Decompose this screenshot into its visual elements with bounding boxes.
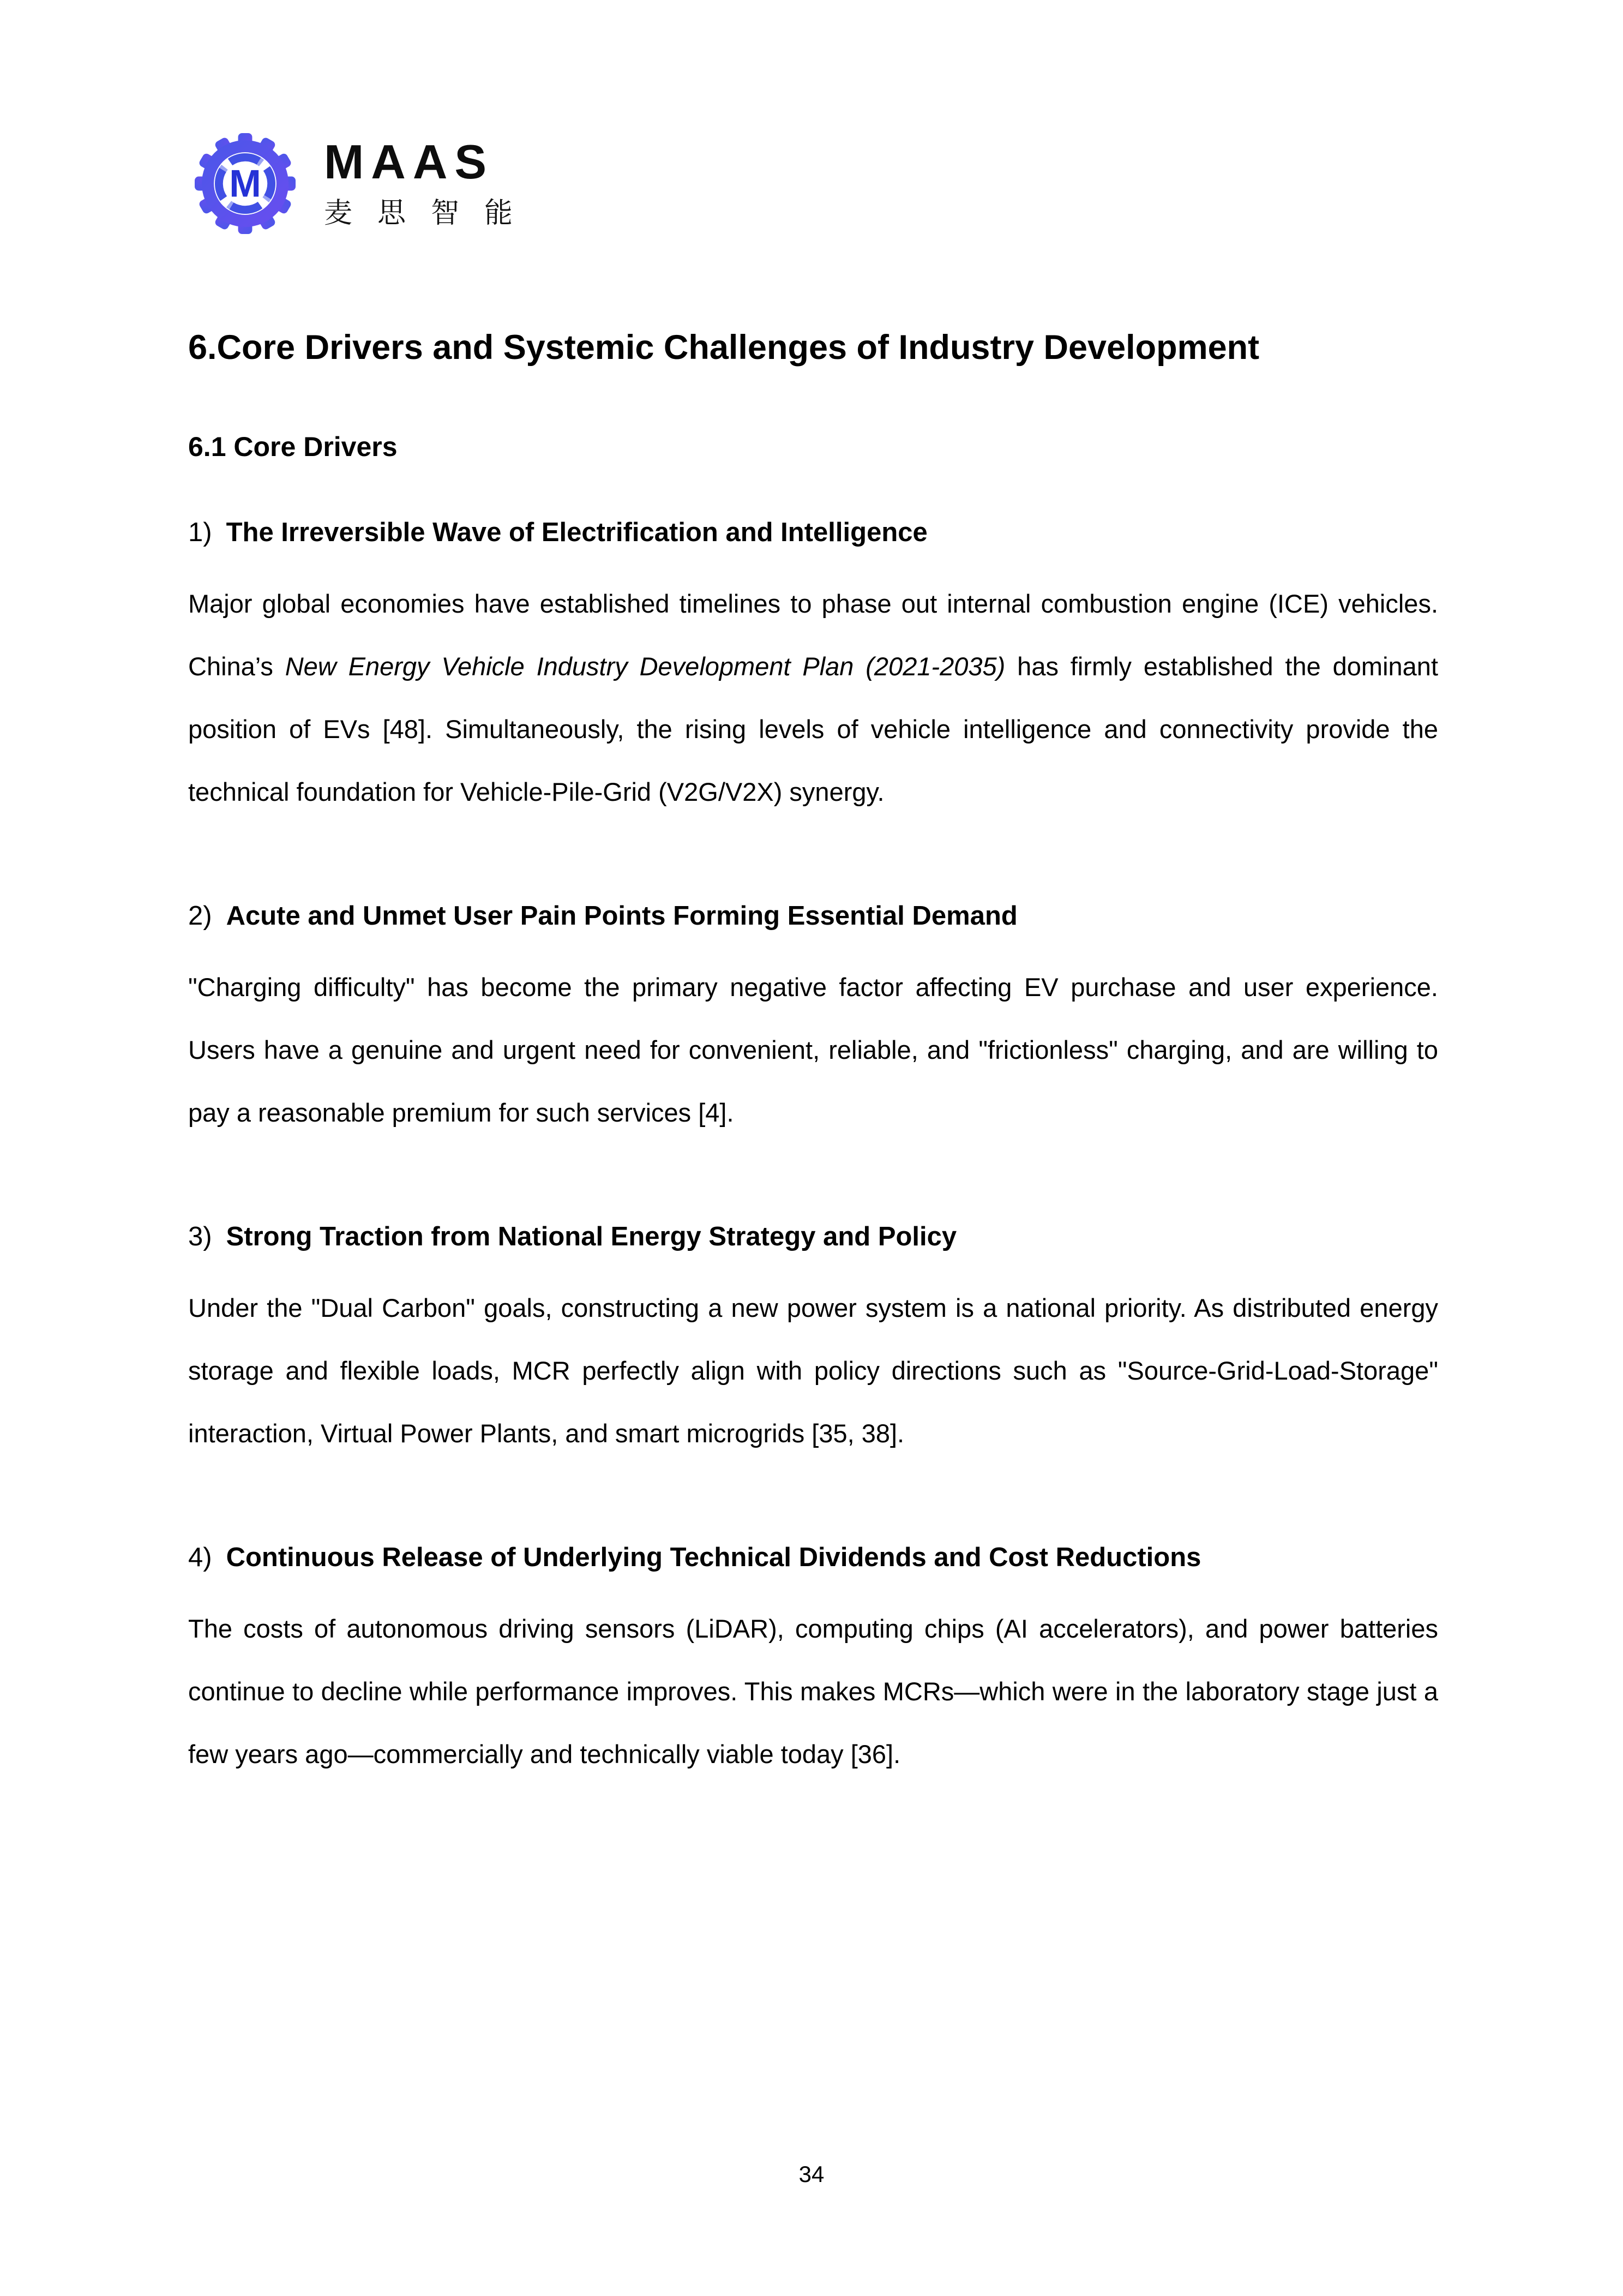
numbered-section-heading	[188, 1542, 1438, 1573]
section-number: 4)	[188, 1543, 212, 1572]
section-paragraph: "Charging difficulty" has become the primary negative factor affecting EV purchase and user experience. Users have a genuine and urgent need for convenient, reliable, and "frictionless" charging, and are willing to pay a reasonable premium for such services [4].	[188, 973, 1438, 1127]
brand-name: MAAS	[324, 135, 494, 189]
section-title: Acute and Unmet User Pain Points Forming Essential Demand	[226, 901, 1018, 931]
section-number: 2)	[188, 901, 212, 931]
section-number: 3)	[188, 1222, 212, 1251]
page-content	[188, 0, 1438, 1785]
maas-monogram: M	[229, 161, 261, 205]
section-paragraph: Under the "Dual Carbon" goals, constructing a new power system is a national priority. As distributed energy storage and flexible loads, MCR perfectly align with policy directions such as "Source-Grid-Load-Storage" interaction, Virtual Power Plants, and smart microgrids [35, 38].	[188, 1293, 1438, 1448]
numbered-section	[188, 517, 1438, 823]
brand-name-chinese: 麦思智能	[324, 197, 538, 229]
page-number: 34	[798, 2161, 825, 2187]
chapter-heading: 6.Core Drivers and Systemic Challenges of Industry Development	[188, 328, 1260, 367]
section-title: Strong Traction from National Energy Strategy and Policy	[226, 1222, 957, 1251]
section-title: The Irreversible Wave of Electrification and Intelligence	[226, 518, 928, 547]
numbered-section-heading	[188, 517, 1438, 548]
sections	[188, 517, 1438, 1785]
section-number: 1)	[188, 518, 212, 547]
numbered-section-heading	[188, 900, 1438, 932]
subsection-heading: 6.1 Core Drivers	[188, 431, 398, 462]
numbered-section	[188, 1221, 1438, 1465]
section-paragraph: The costs of autonomous driving sensors (LiDAR), computing chips (AI accelerators), and power batteries continue to decline while performance improves. This makes MCRs—which were in the laboratory stage just a few years ago—commercially and technically viable today [36].	[188, 1614, 1438, 1769]
numbered-section-heading	[188, 1221, 1438, 1252]
numbered-section	[188, 900, 1438, 1144]
section-title: Continuous Release of Underlying Technical Dividends and Cost Reductions	[226, 1543, 1201, 1572]
section-paragraph: Major global economies have established timelines to phase out internal combustion engine (ICE) vehicles. China’s New Energy Vehicle Industry Development Plan (2021-2035) has firmly established the dominant position of EVs [48]. Simultaneously, the rising levels of vehicle intelligence and connectivity provide the technical foundation for Vehicle-Pile-Grid (V2G/V2X) synergy.	[188, 589, 1438, 806]
numbered-section	[188, 1542, 1438, 1785]
